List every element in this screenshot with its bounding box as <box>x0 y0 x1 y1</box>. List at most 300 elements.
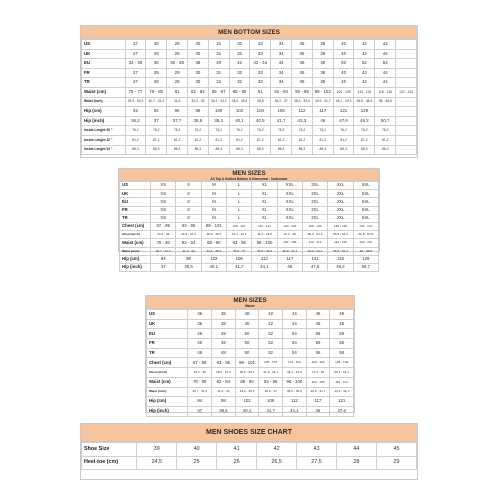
table-row <box>147 348 354 358</box>
table-cell: M <box>201 214 226 222</box>
table-cell: XS <box>151 206 176 214</box>
table-row <box>82 49 417 59</box>
table-cell: 76,2 <box>187 126 208 136</box>
table-cell: 28 <box>146 78 167 88</box>
table-cell: 5XL <box>353 214 378 222</box>
row-label: Waist (inch) <box>147 387 188 397</box>
table-cell: 98 - 100 <box>283 377 307 387</box>
table-cell: XL <box>252 190 277 198</box>
table-cell: 93 - 95 <box>227 239 252 247</box>
row-label: US <box>147 310 188 320</box>
table-cell: 94 <box>188 397 212 407</box>
table-cell: 34 <box>271 49 292 59</box>
table-cell: 117 <box>306 397 330 407</box>
table-cell: XS <box>151 198 176 206</box>
table-cell <box>375 107 396 117</box>
table-row <box>120 231 379 239</box>
table-cell <box>396 40 417 50</box>
table-cell: 50 <box>235 348 259 358</box>
table-cell: 33 <box>250 78 271 88</box>
table-cell: 48 - 48,8 <box>375 97 396 107</box>
table-cell: 40 <box>177 443 217 457</box>
table-row <box>147 387 354 397</box>
table-cell: 88 - 90 <box>201 239 226 247</box>
row-label: Chest (inch) <box>120 231 151 239</box>
table-cell: 28 <box>146 40 167 50</box>
table-cell: 102 <box>201 255 226 263</box>
table-cell: M <box>201 190 226 198</box>
table-cell: 112 - 114 <box>252 222 277 230</box>
table-cell: 4XL <box>328 206 353 214</box>
table-cell: 81,2 <box>167 135 188 145</box>
blazer-body <box>147 310 354 417</box>
table-cell: 41,7 <box>259 406 283 416</box>
table-cell: S <box>176 206 201 214</box>
row-label: Inside Lenght 32 " <box>82 135 126 145</box>
table-cell <box>396 49 417 59</box>
table-cell: 46 <box>188 339 212 349</box>
table-cell: 26 <box>217 456 257 470</box>
table-cell: XS <box>151 190 176 198</box>
table-cell: L <box>227 214 252 222</box>
table-cell: 81,2 <box>312 135 333 145</box>
table-cell: 45 <box>376 443 416 457</box>
table-cell: 120 - 122 <box>277 222 302 230</box>
table-cell: 36 - 38 <box>167 59 188 69</box>
table-cell: 98 <box>176 255 201 263</box>
blazer-subtitle: Blazer <box>245 303 255 308</box>
table-cell: 38 <box>312 49 333 59</box>
table-cell: 33,4 - 34,2 <box>208 97 229 107</box>
table-row <box>147 368 354 378</box>
table-cell: 112 <box>252 255 277 263</box>
table-row <box>82 78 417 88</box>
table-cell: 35,8 <box>250 97 271 107</box>
table-cell: 43,3 - 44,1 <box>302 247 327 255</box>
table-cell <box>396 116 417 126</box>
table-cell: XXL <box>277 214 302 222</box>
table-cell: 31 <box>208 40 229 50</box>
table-cell: M <box>201 182 226 190</box>
table-cell: 110 - 115 <box>354 87 375 97</box>
table-cell: 116 - 118 <box>375 87 396 97</box>
table-cell: 87 - 89 <box>151 222 176 230</box>
row-label: Hip (cm) <box>82 107 126 117</box>
table-cell: 56 <box>306 348 330 358</box>
table-row <box>120 222 379 230</box>
table-cell: 27 <box>125 40 146 50</box>
table-cell: 52 <box>259 339 283 349</box>
table-cell: 76,2 <box>354 126 375 136</box>
table-cell: 52 <box>259 348 283 358</box>
table-cell: 29 <box>167 68 188 78</box>
table-cell: 40,9 - 41,7 <box>306 387 330 397</box>
table-cell <box>396 97 417 107</box>
table-cell: 3XL <box>302 190 327 198</box>
table-cell: 76,2 <box>250 126 271 136</box>
table-cell: 38,3 - 39,0 <box>292 97 313 107</box>
table-cell: 30 <box>187 49 208 59</box>
table-cell: 81,2 <box>375 135 396 145</box>
row-label: Waist (inch) <box>120 247 151 255</box>
shoes-chart-title: MEN SHOES SIZE CHART <box>81 424 417 442</box>
table-cell: 42 <box>354 40 375 50</box>
table-cell: 88 - 90 <box>235 377 259 387</box>
table-cell: 3XL <box>302 198 327 206</box>
row-label: UK <box>147 319 188 329</box>
table-cell: 91 <box>250 87 271 97</box>
table-cell: 48 <box>212 329 236 339</box>
table-cell: 56,6 - 57,8 <box>353 231 378 239</box>
table-cell: 5XL <box>353 198 378 206</box>
table-cell: 38,9 - 39,7 <box>235 368 259 378</box>
table-cell: 94 <box>151 255 176 263</box>
table-cell: 58 <box>330 339 354 349</box>
table-cell: 41,3 - 42,1 <box>227 231 252 239</box>
table-cell: 36,6 - 37,4 <box>212 368 236 378</box>
table-cell: 36,2 - 37 <box>271 97 292 107</box>
table-cell: 76,2 <box>271 126 292 136</box>
table-cell: 44,1 - 43,3 <box>333 97 354 107</box>
table-cell: 86,3 <box>271 145 292 155</box>
table-cell: 117 <box>277 255 302 263</box>
table-cell: 117 <box>312 107 333 117</box>
table-cell: 43,3 - 44,1 <box>330 387 354 397</box>
table-cell: 37 <box>146 116 167 126</box>
table-cell: 98 - 100 <box>252 239 277 247</box>
table-cell: 102 <box>235 397 259 407</box>
table-cell: 128 - 130 <box>302 222 327 230</box>
table-cell: 45,6 - 46,4 <box>328 247 353 255</box>
table-cell: 30,7 - 31,4 <box>188 387 212 397</box>
row-label: Chest (cm) <box>120 222 151 230</box>
table-row <box>120 247 379 255</box>
men-sizes-title: MEN SIZES <box>232 170 266 177</box>
table-cell: 76,2 <box>146 126 167 136</box>
table-cell: 122 - 124 <box>396 87 417 97</box>
table-cell: XS <box>151 182 176 190</box>
table-cell: 81,2 <box>271 135 292 145</box>
table-cell: XL <box>252 214 277 222</box>
table-cell: 40 <box>208 59 229 69</box>
table-cell: 44 <box>375 49 396 59</box>
table-cell: 40 <box>235 310 259 320</box>
table-cell: 50,3 - 51,1 <box>302 231 327 239</box>
table-cell: 44 <box>283 319 307 329</box>
men-shoes-size-chart <box>80 423 418 480</box>
bottom-sizes-title: MEN BOTTOM SIZES <box>81 26 417 39</box>
table-row <box>120 214 379 222</box>
table-cell: 86,3 <box>292 145 313 155</box>
table-cell: 30 <box>187 78 208 88</box>
table-row <box>82 443 417 457</box>
table-row <box>120 239 379 247</box>
row-label: Heel-toe (cm) <box>82 456 137 470</box>
table-cell: 46 <box>306 319 330 329</box>
table-cell: 36 <box>146 59 167 69</box>
table-cell: 121 <box>302 255 327 263</box>
table-row <box>147 397 354 407</box>
table-cell: 40 <box>333 68 354 78</box>
row-label: Waist (cm) <box>120 239 151 247</box>
table-cell: 44,1 <box>252 263 277 271</box>
table-cell: 32,2 - 33 <box>187 97 208 107</box>
table-cell: 78 - 80 <box>151 239 176 247</box>
table-cell: 27 <box>125 49 146 59</box>
row-label: TR <box>147 348 188 358</box>
table-row <box>147 358 354 368</box>
row-label: Hip (inch) <box>120 263 151 271</box>
table-cell: 44 <box>375 40 396 50</box>
table-cell: 92 <box>125 107 146 117</box>
table-cell: 28 <box>337 456 377 470</box>
table-cell: 36 <box>292 40 313 50</box>
men-sizes-table <box>118 168 380 270</box>
table-cell: 86,3 <box>229 145 250 155</box>
table-cell: 3XL <box>302 206 327 214</box>
table-cell: 49,2 <box>328 263 353 271</box>
table-cell: 78 - 80 <box>188 377 212 387</box>
table-cell: 30 <box>187 40 208 50</box>
table-cell <box>396 68 417 78</box>
table-cell: 86,3 <box>187 145 208 155</box>
row-label: Chest (cm) <box>147 358 188 368</box>
table-cell: 99 - 101 <box>201 222 226 230</box>
table-cell: 25 <box>177 456 217 470</box>
table-cell: 86,3 <box>312 145 333 155</box>
table-row <box>120 263 379 271</box>
table-row <box>82 456 417 470</box>
table-cell: 41,3 - 42,1 <box>259 368 283 378</box>
table-cell: 96 <box>167 107 188 117</box>
table-cell: 58 <box>330 348 354 358</box>
table-cell: 43,3 <box>292 116 313 126</box>
row-label: FR <box>82 68 126 78</box>
table-cell: 128 - 130 <box>330 358 354 368</box>
table-cell: 41 <box>217 443 257 457</box>
table-cell: 56 <box>306 339 330 349</box>
table-cell: L <box>227 190 252 198</box>
table-cell: 92 - 94 <box>271 87 292 97</box>
table-cell: 52 <box>259 329 283 339</box>
table-cell: 50 <box>333 59 354 69</box>
table-cell: 31 <box>208 68 229 78</box>
table-cell: 40,9 <box>250 116 271 126</box>
row-label: Hip (inch) <box>147 406 188 416</box>
table-cell: 36 <box>292 49 313 59</box>
table-cell: 116 - 118 <box>328 239 353 247</box>
table-cell: 44,1 - 44,8 <box>283 368 307 378</box>
table-cell: 86,3 <box>375 145 396 155</box>
table-cell: 34,2 - 35 <box>188 368 212 378</box>
table-cell: 76,2 <box>333 126 354 136</box>
table-cell: XXL <box>277 182 302 190</box>
table-cell: 38,5 <box>176 263 201 271</box>
table-cell: 105 - 107 <box>227 222 252 230</box>
table-cell: S <box>176 198 201 206</box>
row-label: Waist (inch) <box>82 97 126 107</box>
table-cell: 5XL <box>353 190 378 198</box>
table-cell: 44 <box>283 310 307 320</box>
blazer-title: MEN SIZES <box>233 297 267 304</box>
table-cell: 93 - 95 <box>176 222 201 230</box>
table-cell: L <box>227 182 252 190</box>
table-cell: 122 - 124 <box>353 239 378 247</box>
table-cell: 42 <box>354 78 375 88</box>
row-label: Hip (inch) <box>82 116 126 126</box>
table-cell: 42 <box>354 49 375 59</box>
table-cell: 3XL <box>302 182 327 190</box>
row-label: Hip (cm) <box>120 255 151 263</box>
table-row <box>82 107 417 117</box>
table-cell: 104 - 106 <box>306 377 330 387</box>
table-cell: 4XL <box>328 190 353 198</box>
table-cell: 38,5 - 39,3 <box>283 387 307 397</box>
table-cell: 37,7 <box>167 116 188 126</box>
table-cell: 3XL <box>302 214 327 222</box>
table-cell: 38 <box>212 319 236 329</box>
table-cell: 48 - 48,8 <box>353 247 378 255</box>
table-cell: 50,7 <box>353 263 378 271</box>
table-cell: 48 <box>212 339 236 349</box>
table-cell: 82 - 84 <box>176 239 201 247</box>
men-bottom-sizes-table <box>80 25 418 158</box>
table-row <box>147 329 354 339</box>
table-cell: 44 <box>375 68 396 78</box>
table-cell: 76,2 <box>208 126 229 136</box>
table-row <box>120 255 379 263</box>
table-cell: 104 - 106 <box>277 239 302 247</box>
table-row <box>82 59 417 69</box>
table-cell: 38 <box>312 68 333 78</box>
table-cell: 36,2 <box>125 116 146 126</box>
table-row <box>120 198 379 206</box>
row-label: Waist (cm) <box>82 87 126 97</box>
table-cell: 98 <box>212 397 236 407</box>
table-cell: 32 <box>229 49 250 59</box>
row-label: EU <box>147 329 188 339</box>
table-cell: 34 - 36 <box>125 59 146 69</box>
table-cell: 31,8 <box>167 97 188 107</box>
table-cell: 44,1 <box>283 406 307 416</box>
table-cell: 86,3 <box>146 145 167 155</box>
table-cell <box>396 59 417 69</box>
table-cell: 86,3 <box>208 145 229 155</box>
table-cell: 54 <box>283 339 307 349</box>
table-cell: 47,6 <box>330 406 354 416</box>
table-cell: 40 <box>333 49 354 59</box>
table-cell: 121 <box>330 397 354 407</box>
table-cell: 76,2 <box>375 126 396 136</box>
table-cell: 86,3 <box>333 145 354 155</box>
table-cell: 76,2 <box>312 126 333 136</box>
table-cell: 28 <box>146 68 167 78</box>
table-cell: 75 - 77 <box>125 87 146 97</box>
table-cell: XS <box>151 214 176 222</box>
table-cell: 81,2 <box>208 135 229 145</box>
table-cell: 47,2 - 48 <box>277 231 302 239</box>
table-row <box>120 206 379 214</box>
table-row <box>120 190 379 198</box>
table-cell: 43 <box>297 443 337 457</box>
men-blazer-sizes-table <box>145 295 355 413</box>
table-cell: 129 <box>353 255 378 263</box>
table-cell <box>396 126 417 136</box>
table-cell: 99 - 101 <box>235 358 259 368</box>
row-label: Hip (cm) <box>147 397 188 407</box>
table-cell: 32 <box>229 68 250 78</box>
table-cell: 29,5 - 30,3 <box>125 97 146 107</box>
row-label: EU <box>82 59 126 69</box>
table-cell: 48 <box>312 59 333 69</box>
table-cell: XXL <box>277 206 302 214</box>
table-cell: 42 <box>257 443 297 457</box>
table-row <box>82 68 417 78</box>
table-cell: 40 <box>333 40 354 50</box>
table-cell <box>396 135 417 145</box>
row-label: Inside Lenght 34 " <box>82 145 126 155</box>
men-sizes-header <box>119 169 379 181</box>
table-cell: 105 - 107 <box>259 358 283 368</box>
table-cell: 86,3 <box>354 145 375 155</box>
table-cell: 38 <box>212 310 236 320</box>
table-cell: 50 <box>235 329 259 339</box>
table-row <box>147 406 354 416</box>
table-cell: 27 <box>125 78 146 88</box>
table-cell: 46 <box>188 329 212 339</box>
table-cell: 106 <box>259 397 283 407</box>
table-cell: 46 <box>292 59 313 69</box>
table-cell: 112 <box>283 397 307 407</box>
table-cell: 34 <box>271 40 292 50</box>
table-cell: 76,2 <box>292 126 313 136</box>
table-cell: 82 - 84 <box>187 87 208 97</box>
table-cell: 34,6 - 35,4 <box>201 247 226 255</box>
table-cell: 44 <box>271 59 292 69</box>
row-label: FR <box>147 339 188 349</box>
table-cell: 46 <box>306 406 330 416</box>
table-cell: 102 <box>229 107 250 117</box>
table-row <box>82 126 417 136</box>
table-cell: 4XL <box>328 198 353 206</box>
table-cell: XXL <box>277 190 302 198</box>
table-cell: 46 <box>312 116 333 126</box>
row-label: Inside Lenght 30 " <box>82 126 126 136</box>
table-cell: 36,6 - 37 <box>227 247 252 255</box>
bottom-sizes-body <box>82 40 417 155</box>
table-cell: 81,2 <box>292 135 313 145</box>
table-cell: 36 <box>188 310 212 320</box>
table-row <box>120 182 379 190</box>
table-cell: 100 <box>208 107 229 117</box>
row-label: FR <box>120 206 151 214</box>
table-cell: 44,1 - 44,8 <box>252 231 277 239</box>
table-cell: 29 <box>167 78 188 88</box>
table-cell: XXL <box>277 198 302 206</box>
table-cell: XL <box>252 198 277 206</box>
table-cell: 48 <box>330 310 354 320</box>
table-cell: 30 <box>187 68 208 78</box>
row-label: EU <box>120 198 151 206</box>
table-cell: 104 <box>250 107 271 117</box>
table-cell: 33 <box>250 40 271 50</box>
table-row <box>82 97 417 107</box>
table-cell: 29 <box>167 49 188 59</box>
table-cell: 48 <box>212 348 236 358</box>
table-cell: 95 - 98 <box>292 87 313 97</box>
table-cell: 38,5 - 39,3 <box>252 247 277 255</box>
table-cell: 36 <box>292 78 313 88</box>
